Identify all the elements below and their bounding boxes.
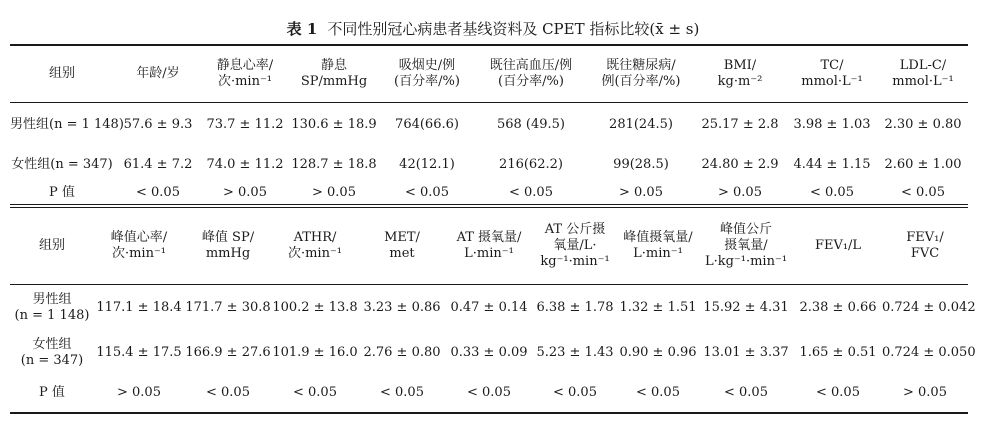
data-cell: 13.01 ± 3.37 <box>703 345 789 360</box>
row-label: 女性组(n = 347) <box>11 156 113 172</box>
cell-line: 静息 <box>320 58 347 73</box>
cell-line: kg⁻¹·min⁻¹ <box>540 254 610 269</box>
baseline-table <box>10 46 968 204</box>
cell-line: BMI/ <box>723 58 757 73</box>
cell-line: (百分率/%) <box>394 74 460 89</box>
table-row <box>10 182 968 204</box>
data-cell: > 0.05 <box>223 185 267 200</box>
column-header <box>288 46 380 102</box>
table-row <box>10 331 968 375</box>
data-cell: 166.9 ± 27.6 <box>185 345 271 360</box>
cell-line: 峰值摄氧量/ <box>623 230 693 245</box>
data-cell: > 0.05 <box>619 185 663 200</box>
cell-line: 女性组 <box>32 337 72 352</box>
cell-line: (百分率/%) <box>498 74 564 89</box>
cell-line: MET/ <box>384 230 420 245</box>
data-cell: > 0.05 <box>903 385 947 400</box>
row-label <box>10 375 94 411</box>
data-cell: 171.7 ± 30.8 <box>185 299 271 315</box>
data-cell: 4.44 ± 1.15 <box>793 156 871 172</box>
data-cell: 2.30 ± 0.80 <box>884 116 962 132</box>
column-header <box>380 46 474 102</box>
cell-line: 静息心率/ <box>216 58 274 73</box>
table-row <box>10 147 968 182</box>
cell-line: 吸烟史/例 <box>398 58 456 73</box>
cell-line: (n = 1 148) <box>14 307 90 323</box>
column-header <box>94 208 184 284</box>
data-cell: 15.92 ± 4.31 <box>703 299 789 315</box>
cell-line: L·min⁻¹ <box>464 246 514 261</box>
section-rule-a <box>10 204 968 205</box>
column-header <box>202 46 288 102</box>
data-cell: 281(24.5) <box>609 116 673 132</box>
column-header <box>10 46 114 102</box>
data-cell: < 0.05 <box>553 385 597 400</box>
column-header <box>882 208 968 284</box>
table-row <box>10 375 968 411</box>
cell-line: LDL-C/ <box>899 58 947 73</box>
column-header <box>794 208 882 284</box>
row-label: P 值 <box>49 185 75 200</box>
cell-line: 次·min⁻¹ <box>287 246 343 261</box>
cell-line: SP/mmHg <box>300 74 368 89</box>
data-cell: > 0.05 <box>718 185 762 200</box>
cell-line: 次·min⁻¹ <box>217 74 273 89</box>
data-cell: < 0.05 <box>810 185 854 200</box>
data-cell: 1.65 ± 0.51 <box>799 345 877 360</box>
row-label: 男性组(n = 1 148) <box>10 116 124 132</box>
data-cell: 128.7 ± 18.8 <box>291 156 377 172</box>
table2-header-row <box>10 208 968 284</box>
data-cell: 100.2 ± 13.8 <box>272 299 358 315</box>
cell-line: 氧量/L· <box>553 238 597 253</box>
data-cell: 24.80 ± 2.9 <box>701 156 779 172</box>
cell-line: FVC <box>910 246 940 261</box>
cpet-table <box>10 208 976 411</box>
data-cell: 216(62.2) <box>499 156 563 172</box>
cell-line: 组别 <box>48 66 75 81</box>
cell-line: L·min⁻¹ <box>633 246 683 261</box>
data-cell: 57.6 ± 9.3 <box>123 116 193 132</box>
column-header <box>272 208 358 284</box>
cell-line: 次·min⁻¹ <box>111 246 167 261</box>
data-cell: < 0.05 <box>636 385 680 400</box>
data-cell: < 0.05 <box>405 185 449 200</box>
cell-line: L·kg⁻¹·min⁻¹ <box>704 254 788 269</box>
column-header <box>474 46 588 102</box>
cell-line: FEV₁/ <box>906 230 944 245</box>
data-cell: 0.33 ± 0.09 <box>450 345 528 360</box>
column-header <box>618 208 698 284</box>
data-cell: < 0.05 <box>293 385 337 400</box>
column-header <box>878 46 968 102</box>
cell-line: 年龄/岁 <box>136 66 180 81</box>
column-header <box>786 46 878 102</box>
table-title: 不同性别冠心病患者基线资料及 CPET 指标比较(x̄ ± s) <box>327 20 700 38</box>
table1-header-row <box>10 46 968 102</box>
data-cell: < 0.05 <box>136 185 180 200</box>
cell-line: 既往高血压/例 <box>489 58 573 73</box>
table-caption <box>0 20 986 38</box>
column-header <box>588 46 694 102</box>
cell-line: 峰值 SP/ <box>201 230 255 245</box>
data-cell: < 0.05 <box>724 385 768 400</box>
data-cell: 1.32 ± 1.51 <box>619 299 697 315</box>
column-header <box>10 208 94 284</box>
data-cell: 61.4 ± 7.2 <box>123 156 193 172</box>
data-cell: 0.90 ± 0.96 <box>619 345 697 360</box>
data-cell: 2.60 ± 1.00 <box>884 156 962 172</box>
data-cell: 6.38 ± 1.78 <box>536 299 614 315</box>
data-cell: > 0.05 <box>312 185 356 200</box>
cell-line: mmHg <box>205 246 251 261</box>
cell-line: P 值 <box>39 385 65 400</box>
cell-line: TC/ <box>820 58 844 73</box>
cell-line: 既往糖尿病/ <box>606 58 676 73</box>
data-cell: 74.0 ± 11.2 <box>206 156 284 172</box>
cell-line: mmol·L⁻¹ <box>801 74 863 89</box>
data-cell: < 0.05 <box>509 185 553 200</box>
cell-line: AT 公斤摄 <box>544 222 606 237</box>
cell-line: mmol·L⁻¹ <box>892 74 954 89</box>
table-row <box>10 284 968 331</box>
data-cell: 3.98 ± 1.03 <box>793 116 871 132</box>
column-header <box>446 208 532 284</box>
data-cell: < 0.05 <box>380 385 424 400</box>
data-cell: 42(12.1) <box>399 156 455 172</box>
cell-line: met <box>389 246 415 261</box>
cell-line: AT 摄氧量/ <box>456 230 522 245</box>
data-cell: 130.6 ± 18.9 <box>291 116 377 132</box>
cell-line: 峰值心率/ <box>110 230 168 245</box>
table-row <box>10 102 968 147</box>
data-cell: 568 (49.5) <box>496 116 566 132</box>
data-cell: < 0.05 <box>816 385 860 400</box>
column-header <box>184 208 272 284</box>
data-cell: 5.23 ± 1.43 <box>536 345 614 360</box>
data-cell: 117.1 ± 18.4 <box>96 299 182 315</box>
column-header <box>698 208 794 284</box>
data-cell: 115.4 ± 17.5 <box>96 345 182 360</box>
bottom-rule <box>10 412 968 414</box>
data-cell: 764(66.6) <box>395 116 459 132</box>
data-cell: 2.38 ± 0.66 <box>799 299 877 315</box>
cell-line: 组别 <box>38 238 65 253</box>
cell-line: kg·m⁻² <box>717 74 763 89</box>
data-cell: 2.76 ± 0.80 <box>363 345 441 360</box>
column-header <box>532 208 618 284</box>
column-header <box>694 46 786 102</box>
data-cell: > 0.05 <box>117 385 161 400</box>
row-label <box>10 331 94 375</box>
cell-line: 摄氧量/ <box>724 238 768 253</box>
data-cell: < 0.05 <box>901 185 945 200</box>
data-cell: 25.17 ± 2.8 <box>701 116 779 132</box>
data-cell: < 0.05 <box>206 385 250 400</box>
data-cell: 0.724 ± 0.050 <box>882 345 976 360</box>
data-cell: 3.23 ± 0.86 <box>363 299 441 315</box>
table-number: 表 1 <box>286 20 318 38</box>
data-cell: 0.724 ± 0.042 <box>882 299 976 315</box>
column-header <box>358 208 446 284</box>
data-cell: 0.47 ± 0.14 <box>450 299 528 315</box>
row-label <box>10 284 94 331</box>
cell-line: FEV₁/L <box>814 238 862 253</box>
column-header <box>114 46 202 102</box>
data-cell: 99(28.5) <box>613 156 669 172</box>
cell-line: 峰值公斤 <box>719 222 772 237</box>
cell-line: 男性组 <box>32 291 72 307</box>
data-cell: 73.7 ± 11.2 <box>206 116 284 132</box>
data-cell: < 0.05 <box>467 385 511 400</box>
cell-line: (n = 347) <box>20 353 84 368</box>
data-cell: 101.9 ± 16.0 <box>272 345 358 360</box>
cell-line: 例(百分率/%) <box>601 74 681 89</box>
cell-line: ATHR/ <box>293 230 337 245</box>
